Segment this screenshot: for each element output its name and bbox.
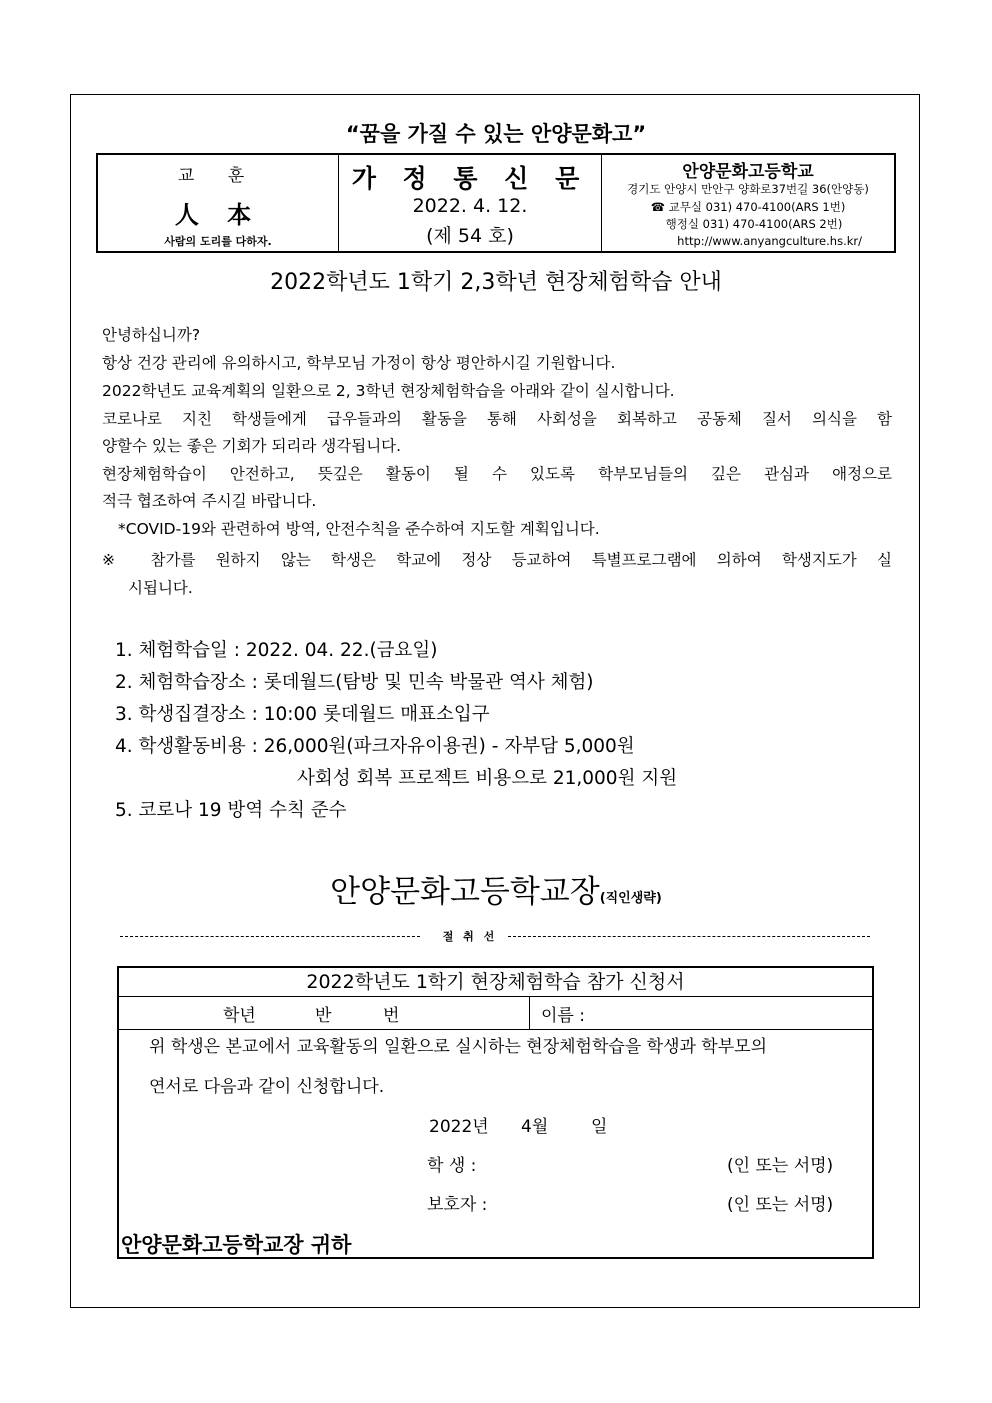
newsletter-cell: [339, 155, 602, 251]
principal-signature: [0, 866, 992, 911]
info-item-cost-support: 사회성 회복 프로젝트 비용으로 21,000원 지원: [297, 768, 678, 789]
newsletter-title: 가 정 통 신 문: [351, 164, 589, 193]
cut-line: [120, 926, 870, 946]
info-item-place: 2. 체험학습장소 : 롯데월드(탐방 및 민속 박물관 역사 체험): [115, 672, 594, 693]
form-day[interactable]: 일: [591, 1117, 608, 1137]
name-field[interactable]: 이름 :: [541, 1006, 585, 1026]
office-phone: ☎ 교무실 031) 470-4100(ARS 1번): [650, 200, 846, 214]
info-item-covid: 5. 코로나 19 방역 수칙 준수: [115, 800, 347, 821]
student-sign-field[interactable]: (인 또는 서명): [727, 1156, 834, 1176]
principal-name: 안양문화고등학교장: [330, 874, 600, 910]
notice-paragraph: ※ 참가를 원하지 않는 학생은 학교에 정상 등교하여 특별프로그램에 의하여 학생지도가 실: [102, 551, 892, 569]
covid-note: *COVID-19와 관련하여 방역, 안전수칙을 준수하여 지도할 계획입니다.: [118, 520, 600, 538]
body-paragraph: 양할수 있는 좋은 기회가 되리라 생각됩니다.: [102, 437, 402, 455]
seal-note: (직인생략): [599, 891, 662, 906]
row-divider: [529, 997, 530, 1029]
body-paragraph: 현장체험학습이 안전하고, 뜻깊은 활동이 될 수 있도록 학부모님들의 깊은 관심과 애정으로: [102, 465, 892, 483]
form-title: 2022학년도 1학기 현장체험학습 참가 신청서: [119, 968, 872, 997]
info-item-cost: 4. 학생활동비용 : 26,000원(파크자유이용권) - 자부담 5,000원: [115, 736, 635, 757]
motto-subtitle: 사람의 도리를 다하자.: [164, 235, 272, 248]
body-paragraph: 적극 협조하여 주시길 바랍니다.: [102, 492, 317, 510]
info-item-meeting: 3. 학생집결장소 : 10:00 롯데월드 매표소입구: [115, 704, 490, 725]
newsletter-issue: (제 54 호): [426, 225, 514, 247]
application-form: [117, 966, 874, 1259]
guardian-signature-label: 보호자 :: [427, 1195, 488, 1215]
motto-label: 교 훈: [177, 166, 259, 186]
info-item-date: 1. 체험학습일 : 2022. 04. 22.(금요일): [115, 640, 438, 661]
school-website-link[interactable]: http://www.anyangculture.hs.kr/: [677, 234, 862, 248]
dashed-line-right: [508, 936, 870, 937]
body-paragraph: 코로나로 지친 학생들에게 급우들과의 활동을 통해 사회성을 회복하고 공동체 질서 의식을 함: [102, 410, 892, 428]
body-paragraph: 2022학년도 교육계획의 일환으로 2, 3학년 현장체험학습을 아래와 같이 실시합니다.: [102, 382, 675, 400]
guardian-sign-field[interactable]: (인 또는 서명): [727, 1195, 834, 1215]
number-field[interactable]: 번: [383, 1006, 400, 1026]
dashed-line-left: [120, 936, 420, 937]
student-signature-label: 학 생 :: [427, 1156, 477, 1176]
school-name: 안양문화고등학교: [682, 162, 814, 182]
school-address: 경기도 안양시 만안구 양화로37번길 36(안양동): [627, 182, 869, 196]
form-addressee: 안양문화고등학교장 귀하: [121, 1233, 352, 1257]
newsletter-date: 2022. 4. 12.: [412, 195, 528, 217]
form-text: 연서로 다음과 같이 신청합니다.: [149, 1077, 385, 1097]
school-motto: “꿈을 가질 수 있는 안양문화고”: [345, 122, 647, 146]
form-month[interactable]: 4월: [521, 1117, 549, 1137]
form-year[interactable]: 2022년: [429, 1117, 489, 1137]
body-paragraph: 항상 건강 관리에 유의하시고, 학부모님 가정이 항상 평안하시길 기원합니다.: [102, 354, 616, 372]
grade-field[interactable]: 학년: [223, 1006, 256, 1026]
page-title: 2022학년도 1학기 2,3학년 현장체험학습 안내: [270, 270, 722, 295]
motto-cell: [98, 155, 339, 251]
school-info-cell: [602, 155, 894, 251]
form-text: 위 학생은 본교에서 교육활동의 일환으로 실시하는 현장체험학습을 학생과 학부모의: [149, 1037, 767, 1057]
notice-paragraph: 시됩니다.: [128, 579, 193, 597]
greeting: 안녕하십니까?: [102, 326, 201, 344]
motto-hanja: 人 本: [174, 200, 262, 229]
header-table: [96, 153, 896, 253]
class-field[interactable]: 반: [315, 1006, 332, 1026]
cut-label: 절 취 선: [438, 928, 502, 944]
student-info-row: [119, 997, 872, 1030]
admin-phone: 행정실 031) 470-4100(ARS 2번): [665, 217, 843, 231]
